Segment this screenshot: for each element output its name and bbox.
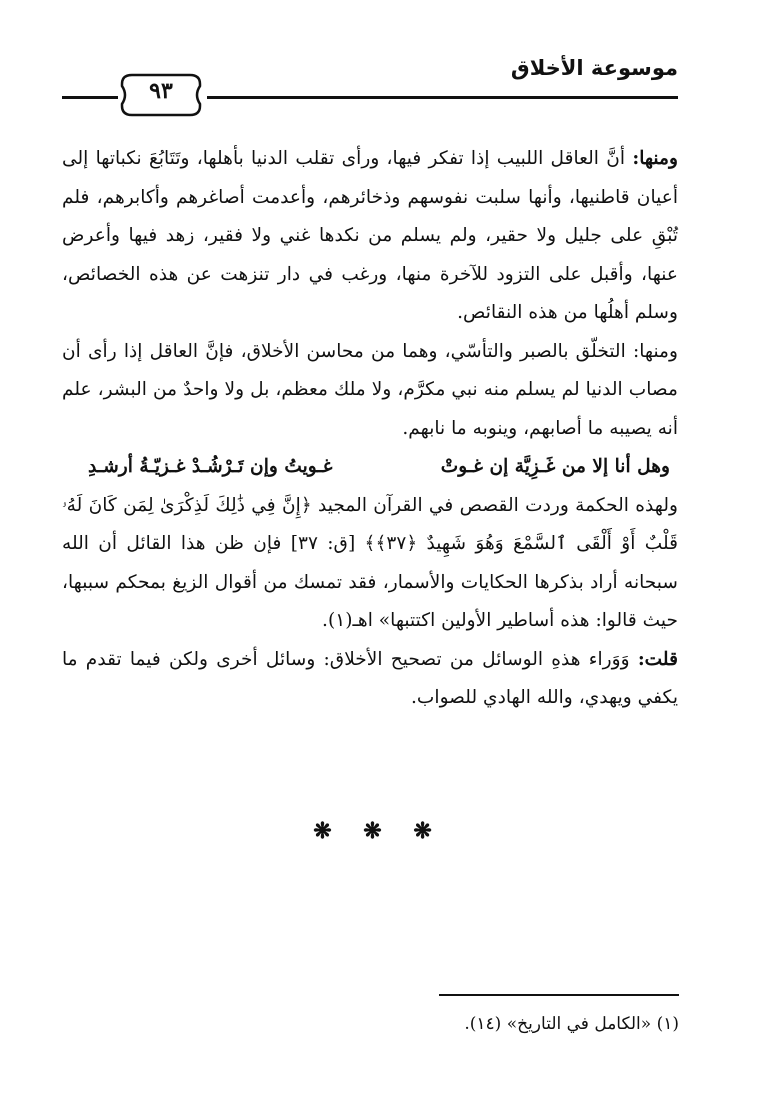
header-rule-left [62,96,118,99]
paragraph-text: أنَّ العاقل اللبيب إذا تفكر فيها، ورأى تقلب الدنيا بأهلها، وتَتَابُعَ نكباتها إلى أعيان قاطنيها، وأنها سلبت نفوسهم وذخائرهم، وأعدمت أصاغرهم وأكابرهم، فلم تُبْقِ على جليل ولا حقير، ولم يسلم من نكدها غني ولا فقير، زهد فيها وأعرض عنها، وأقبل على التزود للآخرة منها، ورغب في دار تنزهت عن هذه الخصائص، وسلم أهلُها من هذه النقائص. [62,148,678,323]
header-rule [207,96,678,99]
paragraph-1 [62,140,678,333]
paragraph-closing [62,641,678,718]
section-separator: ❋ ❋ ❋ [313,818,444,844]
paragraph-2 [62,333,678,449]
paragraph-lead: ومنها: [632,148,678,169]
poetry-verse [62,448,678,487]
page-number: ٩٣ [149,78,173,104]
footnote: (١) «الكامل في التاريخ» (١٤). [464,1014,679,1034]
verse-first-hemistich: وهل أنا إلا من غَـزِيَّة إن غـوتْ [440,456,670,477]
paragraph-3: ولهذه الحكمة وردت القصص في القرآن المجيد ﴿إِنَّ فِي ذَٰلِكَ لَذِكْرَىٰ لِمَن كَانَ لَهُۥ قَلْبٌ أَوْ أَلْقَى ٱلسَّمْعَ وَهُوَ شَهِيدٌ ﴿٣٧﴾﴾ [ق: ٣٧] فإن ظن هذا القائل أن الله سبحانه أراد بذكرها الحكايات والأسمار، فقد تمسك من أقوال الزيغ بمحكم سببها، حيث قالوا: هذه أساطير الأولين اكتتبها» اهـ(١). [62,494,679,631]
footnote-rule [439,994,679,996]
book-title: موسوعة الأخلاق [510,56,678,80]
page-header [62,52,678,104]
closing-lead: قلت: [637,648,678,670]
verse-second-hemistich: غـويتُ وإن تَـرْشُـدْ غـزيّـةُ أرشـدِ [88,456,333,477]
main-text [62,140,678,718]
paragraph-text: التخلّق بالصبر والتأسّي، وهما من محاسن الأخلاق، فإنَّ العاقل إذا رأى أن مصاب الدنيا لم يسلم منه نبي مكرَّم، ولا ملك معظم، بل ولا واحدٌ من البشر، علم أنه يصيبه ما أصابهم، وينوبه ما نابهم. [62,340,678,439]
closing-text: وَوَراء هذهِ الوسائل من تصحيح الأخلاق: وسائل أخرى ولكن فيما تقدم ما يكفي ويهدي، والله الهادي للصواب. [62,648,678,708]
paragraph-lead: ومنها: [632,340,678,362]
page-number-frame [120,72,202,118]
